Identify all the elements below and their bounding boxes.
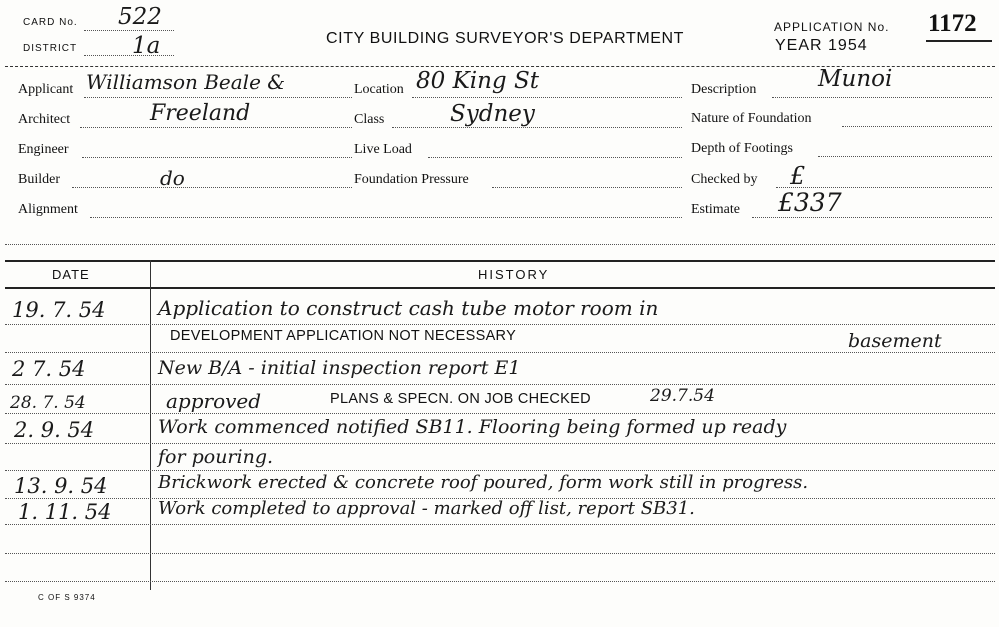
foundation-pressure-label: Foundation Pressure [354, 172, 469, 187]
checked-by-value: £ [790, 162, 806, 190]
class-label: Class [354, 112, 385, 127]
depth-of-footings-label: Depth of Footings [691, 141, 793, 156]
year-label: YEAR 1954 [775, 37, 868, 54]
location-label: Location [354, 82, 404, 97]
history-entry: New B/A - initial inspection report E1 [158, 357, 521, 379]
class-value: Sydney [450, 101, 535, 127]
checked-by-label: Checked by [691, 172, 758, 187]
history-date: 28. 7. 54 [10, 393, 86, 413]
history-entry: Work commenced notified SB11. Flooring being formed up ready [158, 416, 787, 438]
history-entry: 29.7.54 [650, 386, 715, 406]
history-entry: basement [848, 330, 942, 352]
history-column-header: HISTORY [478, 267, 550, 282]
history-stamp: DEVELOPMENT APPLICATION NOT NECESSARY [170, 328, 517, 344]
application-no-value: 1172 [928, 10, 977, 37]
history-entry: Brickwork erected & concrete roof poured, form work still in progress. [158, 472, 809, 493]
district-value: 1a [132, 33, 161, 59]
history-entry: for pouring. [158, 446, 274, 468]
history-stamp: PLANS & SPECN. ON JOB CHECKED [330, 391, 591, 407]
form-code: C OF S 9374 [38, 593, 96, 602]
district-label: DISTRICT [23, 43, 78, 54]
history-entry: Application to construct cash tube motor room in [158, 296, 659, 320]
builder-label: Builder [18, 172, 60, 187]
table-header-rule [5, 287, 995, 289]
table-top-rule [5, 260, 995, 262]
history-entry: approved [166, 389, 262, 413]
engineer-label: Engineer [18, 142, 69, 157]
applicant-value: Williamson Beale & [86, 70, 286, 94]
history-entry: Work completed to approval - marked off list, report SB31. [158, 498, 695, 519]
live-load-label: Live Load [354, 142, 412, 157]
estimate-value: £337 [778, 188, 842, 217]
architect-label: Architect [18, 112, 71, 127]
description-value: Munoi [818, 66, 893, 92]
applicant-label: Applicant [18, 82, 74, 97]
location-value: 80 King St [416, 68, 539, 94]
history-date: 19. 7. 54 [12, 298, 106, 322]
application-no-label: APPLICATION No. [774, 20, 890, 34]
card-no-label: CARD No. [23, 17, 78, 28]
date-column-rule [150, 260, 151, 590]
history-date: 2 7. 54 [12, 357, 86, 381]
builder-value: do [160, 166, 185, 190]
description-label: Description [691, 82, 757, 97]
department-title: CITY BUILDING SURVEYOR'S DEPARTMENT [326, 30, 685, 47]
history-date: 1. 11. 54 [18, 500, 112, 524]
history-date: 2. 9. 54 [14, 418, 95, 442]
nature-of-foundation-label: Nature of Foundation [691, 111, 812, 126]
card-no-value: 522 [118, 4, 162, 30]
date-column-header: DATE [52, 267, 90, 282]
history-date: 13. 9. 54 [14, 474, 108, 498]
architect-value: Freeland [150, 101, 251, 126]
alignment-label: Alignment [18, 202, 78, 217]
estimate-label: Estimate [691, 202, 740, 217]
